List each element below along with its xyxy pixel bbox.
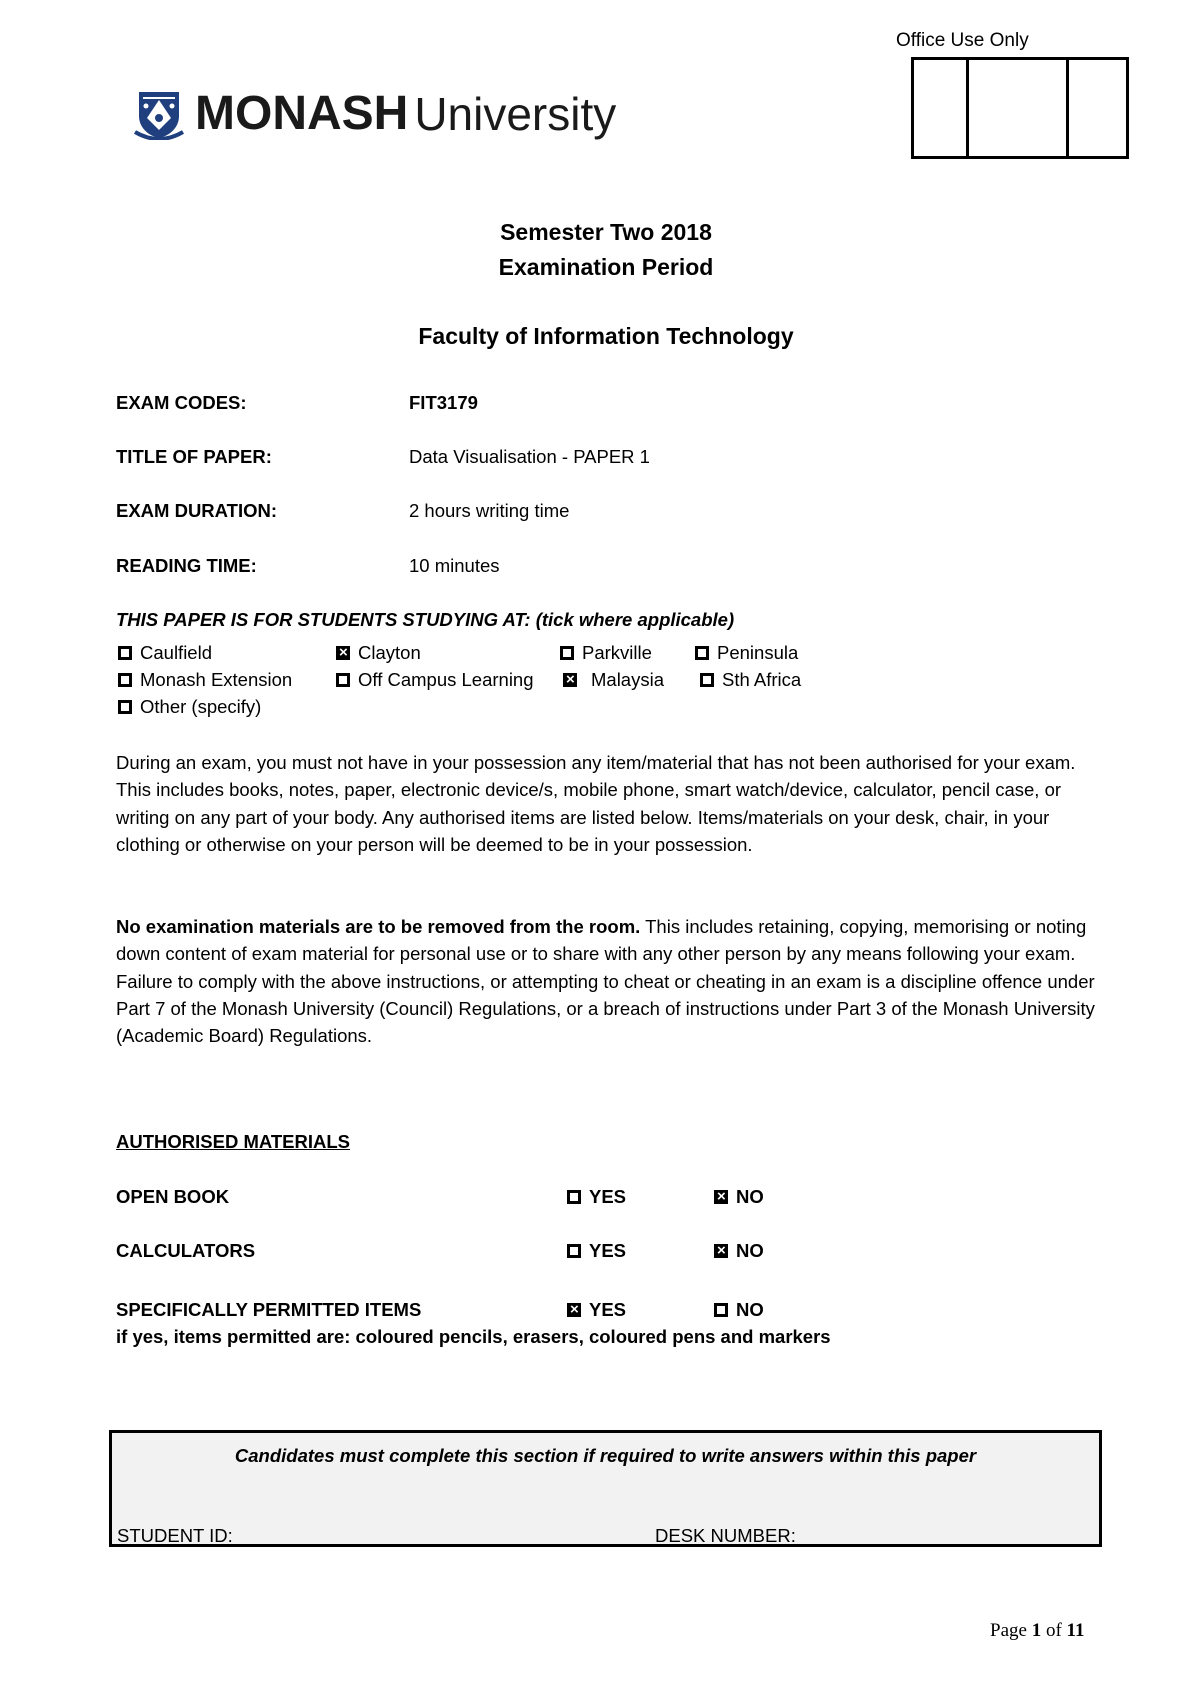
no-label: NO xyxy=(736,1240,764,1261)
page-word: Page xyxy=(990,1620,1027,1641)
permitted-items-text: if yes, items permitted are: coloured pencils, erasers, coloured pens and markers xyxy=(116,1326,831,1347)
yes-label: YES xyxy=(589,1240,627,1261)
checked-checkbox-icon[interactable] xyxy=(563,673,577,687)
open-book-label: OPEN BOOK xyxy=(116,1186,230,1207)
campus-option-label: Clayton xyxy=(358,642,421,663)
page-current: 1 xyxy=(1031,1620,1042,1641)
instructions-text: During an exam, you must not have in your possession any item/material that has not been authorised for your exam. This includes books, notes, paper, electronic device/s, mobile phone, smart watch/device, calculator, pencil case, or writing on any part of your body. Any authorised items are listed below. Items/materials on your desk, chair, in your clothing or otherwise on your person will be deemed to be in your possession. xyxy=(116,752,1076,855)
student-id-field[interactable]: __ __ __ __ __ __ __ __ xyxy=(290,1525,514,1546)
monash-logo xyxy=(133,86,616,141)
campus-option-caulfield[interactable] xyxy=(118,642,212,664)
checkbox-icon[interactable] xyxy=(567,1190,581,1204)
title-of-paper-label: TITLE OF PAPER: xyxy=(116,446,272,467)
checkbox-icon[interactable] xyxy=(700,673,714,687)
campus-option-label: Malaysia xyxy=(591,669,664,690)
campus-option-malaysia[interactable] xyxy=(563,669,664,691)
checkbox-icon[interactable] xyxy=(118,673,132,687)
calculators-label: CALCULATORS xyxy=(116,1240,256,1261)
checked-checkbox-icon[interactable] xyxy=(336,646,350,660)
page-total: 11 xyxy=(1066,1620,1085,1641)
logo-word-university: University xyxy=(414,87,617,140)
office-use-box xyxy=(911,57,1129,159)
instructions-paragraph-2 xyxy=(116,913,1106,1049)
permitted-items-no[interactable] xyxy=(714,1299,764,1321)
campus-option-label: Peninsula xyxy=(717,642,799,663)
desk-number-label: DESK NUMBER: xyxy=(655,1525,796,1546)
exam-codes-label: EXAM CODES: xyxy=(116,392,247,413)
checkbox-icon[interactable] xyxy=(695,646,709,660)
campus-option-label: Off Campus Learning xyxy=(358,669,534,690)
faculty-title: Faculty of Information Technology xyxy=(418,323,794,349)
campus-option-monash-extension[interactable] xyxy=(118,669,292,691)
logo-word-monash: MONASH xyxy=(195,87,409,140)
semester-title: Semester Two 2018 xyxy=(500,219,712,245)
instructions-paragraph-1 xyxy=(116,749,1106,858)
open-book-no[interactable] xyxy=(714,1186,764,1208)
campus-option-off-campus[interactable] xyxy=(336,669,534,691)
candidate-section-title: Candidates must complete this section if required to write answers within this paper xyxy=(234,1445,977,1466)
campus-option-sth-africa[interactable] xyxy=(700,669,801,691)
campus-option-label: Parkville xyxy=(582,642,652,663)
calculators-no[interactable] xyxy=(714,1240,764,1262)
exam-codes-value: FIT3179 xyxy=(409,392,478,413)
checkbox-icon[interactable] xyxy=(714,1303,728,1317)
permitted-items-label: SPECIFICALLY PERMITTED ITEMS xyxy=(116,1299,422,1320)
title-of-paper-value: Data Visualisation - PAPER 1 xyxy=(409,446,650,467)
checkbox-icon[interactable] xyxy=(118,700,132,714)
period-title: Examination Period xyxy=(498,254,714,280)
office-use-cell xyxy=(969,60,1069,156)
authorised-materials-heading: AUTHORISED MATERIALS xyxy=(116,1131,350,1152)
instructions-text: Failure to comply with the above instructions, or attempting to cheat or cheating in an exam is a discipline offence under Part 7 of the Monash University (Council) Regulations, or a breach of instructions under Part 3 of the Monash University (Academic Board) Regulations. xyxy=(116,970,1095,1047)
office-use-cell xyxy=(914,60,969,156)
checked-checkbox-icon[interactable] xyxy=(714,1190,728,1204)
no-label: NO xyxy=(736,1186,764,1207)
page-of: of xyxy=(1045,1620,1062,1641)
checkbox-icon[interactable] xyxy=(567,1244,581,1258)
office-use-cell xyxy=(1069,60,1126,156)
no-label: NO xyxy=(736,1299,764,1320)
campus-option-label: Caulfield xyxy=(140,642,212,663)
calculators-yes[interactable] xyxy=(567,1240,626,1262)
yes-label: YES xyxy=(589,1186,627,1207)
exam-duration-label: EXAM DURATION: xyxy=(116,500,278,521)
open-book-yes[interactable] xyxy=(567,1186,626,1208)
checkbox-icon[interactable] xyxy=(118,646,132,660)
checked-checkbox-icon[interactable] xyxy=(567,1303,581,1317)
instructions-text: This includes retaining, copying, memorising or noting down content of exam material for personal use or to share with any other person by any means following your exam. xyxy=(116,916,1087,965)
candidate-section xyxy=(109,1430,1102,1547)
monash-crest-icon xyxy=(133,88,185,140)
office-use-label: Office Use Only xyxy=(896,30,1029,51)
campus-option-clayton[interactable] xyxy=(336,642,421,664)
page-number xyxy=(990,1620,1084,1642)
reading-time-label: READING TIME: xyxy=(116,555,257,576)
checkbox-icon[interactable] xyxy=(336,673,350,687)
campus-option-parkville[interactable] xyxy=(560,642,652,664)
checkbox-icon[interactable] xyxy=(560,646,574,660)
permitted-items-yes[interactable] xyxy=(567,1299,626,1321)
reading-time-value: 10 minutes xyxy=(409,555,500,576)
yes-label: YES xyxy=(589,1299,627,1320)
exam-duration-value: 2 hours writing time xyxy=(409,500,570,521)
campus-option-label: Other (specify) xyxy=(140,696,262,717)
campus-option-label: Monash Extension xyxy=(140,669,293,690)
campus-option-label: Sth Africa xyxy=(722,669,802,690)
checked-checkbox-icon[interactable] xyxy=(714,1244,728,1258)
campus-heading: THIS PAPER IS FOR STUDENTS STUDYING AT: (tick where applicable) xyxy=(116,609,735,630)
student-id-label: STUDENT ID: xyxy=(117,1525,233,1546)
campus-option-peninsula[interactable] xyxy=(695,642,798,664)
campus-option-other[interactable] xyxy=(118,696,261,718)
instructions-bold-text: No examination materials are to be removed from the room. xyxy=(116,916,641,937)
desk-number-field[interactable]: __ __ __ __ __ xyxy=(849,1525,987,1546)
